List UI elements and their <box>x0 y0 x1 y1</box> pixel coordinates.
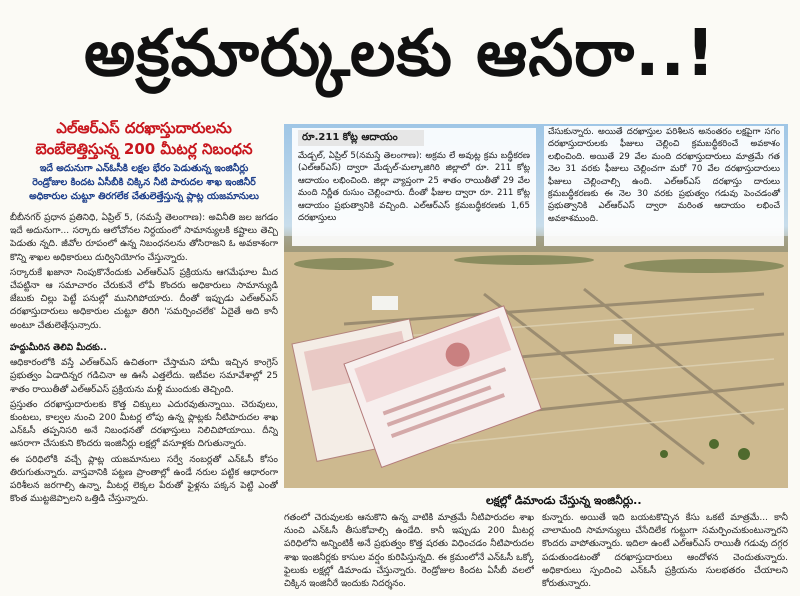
article-column-right-bottom <box>542 512 788 592</box>
section-subhead: హద్దుమీరిన తెలివి మీదకు.. <box>10 343 107 353</box>
sidebar-body: మేడ్చల్, ఏప్రిల్ 5(నమస్తే తెలంగాణ): అక్రమ లే అవుట్ల క్రమ బద్ధీకరణ (ఎల్ఆర్ఎస్) ద్వారా మేడ్చల్-మల్కాజిగిరి జిల్లాలో రూ. 211 కోట్ల ఆదాయం లభించింది. జిల్లా వ్యాప్తంగా 25 శాతం రాయితీతో 29 వేల మంది నిర్ణీత రుసుం చెల్లించారు. దీంతో ఫీజుల ద్వారా రూ. 211 కోట్ల ఆదాయం ప్రభుత్వానికి వచ్చింది. ఎల్ఆర్ఎస్ క్రమబద్ధీకరణకు 1,65 దరఖాస్తులు <box>298 151 530 224</box>
paragraph: గతంలో చెరువులకు ఆనుకొని ఉన్న వాటికి మాత్రమే నీటిపారుదల శాఖ నుంచి ఎన్ఓసీ తీసుకోవాల్సి ఉండేది. కానీ ఇప్పుడు 200 మీటర్ల పరిధిలోని అన్నింటికీ అనే ప్రభుత్వం కొత్త షరతు విధించడం నీటిపారుదల శాఖ ఇంజినీర్లకు కాసుల వర్షం కురిపిస్తున్నది. ఈ క్రమంలోనే ఎన్ఓసీ ఒక్కో ఫైలుకు లక్షల్లో డిమాండు చేస్తున్నారు. రెండ్రోజుల కిందట ఏసీబీ వలలో చిక్కిన ఇంజినీరే ఇందుకు నిదర్శనం. <box>284 513 534 590</box>
deck-line-2: బెంబేలెత్తిస్తున్న 200 మీటర్ల నిబంధన <box>35 140 253 158</box>
article-column-left-top <box>10 212 278 330</box>
sidebar-title: రూ.211 కోట్ల ఆదాయం <box>298 130 424 146</box>
subdeck-line: అధికారుల చుట్టూ తిరగలేక చేతులెత్తేస్తున్న ప్లాట్ల యజమానులు <box>29 191 259 202</box>
subdeck <box>10 162 278 204</box>
paragraph: బీబీనగర్ ప్రధాన ప్రతినిధి, ఏప్రిల్ 5, (నమస్తే తెలంగాణ): అవినీతి జల జగడం ఇదే అదునుగా... సర్కారు ఆలోచోనల నిర్దయంలో సామాన్యులకి కష్టాలు తెచ్చి పెడుతు న్నది. జీవోల రూపంలో ఉన్న నిబంధనలను తోసిరాజని ఓ అవకాశంగా కొన్ని శాఖల అధికారులు దుర్వినియోగం చేస్తున్నారు. <box>10 213 278 263</box>
deck-line-1: ఎల్ఆర్ఎస్ దరఖాస్తుదారులను <box>56 119 232 137</box>
paragraph: ప్రస్తుతం దరఖాస్తుదారులకు కొత్త చిక్కులు ఎదురవుతున్నాయి. చెరువులు, కుంటలు, కాల్వల నుంచి 200 మీటర్ల లోపు ఉన్న ప్లాట్లకు నీటిపారుదల శాఖ ఎన్ఓసీ తప్పనిసరి అనే నిబంధనతో దరఖాస్తులు నిలిచిపోయాయి. దీన్ని ఆసరాగా చేసుకుని కొందరు ఇంజినీర్లు లక్షల్లో వసూళ్లకు దిగుతున్నారు. <box>10 399 278 450</box>
sidebar-continuation: చేసుకున్నారు. అయితే దరఖాస్తుల పరిశీలన అనంతరం లక్షపైగా సగం దరఖాస్తుదారులకు ఫీజులు చెల్లించి క్రమబద్ధీకరించే అవకాశం లభించింది. అయితే 29 వేల మంది దరఖాస్తుదారులు మాత్రమే గత నెల 31 వరకు ఫీజులు చెల్లించగా మరో 70 వేల దరఖాస్తుదారులు ఫీజులు చెల్లించాల్సి ఉంది. ఎల్ఆర్ఎస్ దరఖాస్తు దారులు క్రమబద్ధీకరణకు ఈ నెల 30 వరకు ప్రభుత్వం గడువు పెంచడంతో ప్రభుత్వానికి ఎల్ఆర్ఎస్ ద్వారా మరింత ఆదాయం లభించే అవకాశముంది. <box>544 126 784 246</box>
paragraph: సర్కారుకే ఖజానా నింపుకొనేందుకు ఎల్ఆర్ఎస్ ప్రక్రియను ఆగమేఘాల మీద చేపట్టినా ఆ సమాచారం చేరుకునే లోపే కొందరు అధికారులు సామాన్యుడి జేబుకు చిల్లు పెట్టే పనుల్లో మునిగిపోయారు. దీంతో ఇప్పుడు ఎల్ఆర్ఎస్ దరఖాస్తుదారులు అధికారుల చుట్టూ తిరిగి 'సమర్పించలేక' ఏదైతే అది కానీ అంటూ చేతులెత్తేస్తున్నారు. <box>10 267 278 330</box>
section-subhead: లక్షల్లో డిమాండు చేస్తున్న ఇంజినీర్లు.. <box>486 494 642 507</box>
revenue-sidebar-box <box>292 128 536 246</box>
paragraph: ఈ పరిధిలోకి వచ్చే ప్లాట్ల యజమానులు సర్వే నంబర్లతో ఎన్ఓసీ కోసం తిరుగుతున్నారు. వాస్తవానికి పట్టణ ప్రాంతాల్లో ఉండే నరుల పట్టిక ఆధారంగా పరిశీలన జరగాల్సి ఉన్నా, మీటర్ల లెక్కల పేరుతో ఫైళ్లను పక్కన పెట్టి ఎంతో కొంత ముట్టజెప్పాలని ఒత్తిడి చేస్తున్నారు. <box>10 454 278 505</box>
paragraph: కున్నారు. అయితే ఇది బయటకొచ్చిన కేసు ఒకటే మాత్రమే... కానీ చాలామంది సామాన్యులు చేసేదిలేక గుట్టుగా సమర్పించుకుంటున్నారని కొందరు వాపోతున్నారు. ఇదిలా ఉంటే ఎల్ఆర్ఎస్ రాయితీ గడువు దగ్గర పడుతుండటంతో దరఖాస్తుదారులు ఆందోళన చెందుతున్నారు. అధికారులు స్పందించి ఎన్ఓసీ ప్రక్రియను సులభతరం చేయాలని కోరుతున్నారు. <box>542 513 788 590</box>
subdeck-line: ఇదే అదునుగా ఎన్ఓసీకి లక్షల భేరం పెడుతున్న ఇంజినీర్లు <box>39 163 249 174</box>
subdeck-line: రెండ్రోజుల కిందట ఏసీబీకి చిక్కిన నీటి పారుదల శాఖ ఇంజినీర్ <box>32 177 256 188</box>
article-column-middle-bottom <box>284 512 534 592</box>
article-column-left-bottom <box>10 338 278 590</box>
headline: అక్రమార్కులకు ఆసరా..! <box>84 17 716 91</box>
paragraph: ఆధికారంలోకి వస్తే ఎల్ఆర్ఎస్ ఉచితంగా చేస్తామని హామీ ఇచ్చిన కాంగ్రెస్ ప్రభుత్వం ఏడాదిన్నర గడిచినా ఆ ఊసే ఎత్తలేదు. ఇటీవల సమావేశాల్లో 25 శాతం రాయితీతో ఎల్ఆర్ఎస్ ప్రక్రియను మళ్లీ ముందుకు తెచ్చింది. <box>10 358 278 395</box>
deck <box>10 118 278 160</box>
